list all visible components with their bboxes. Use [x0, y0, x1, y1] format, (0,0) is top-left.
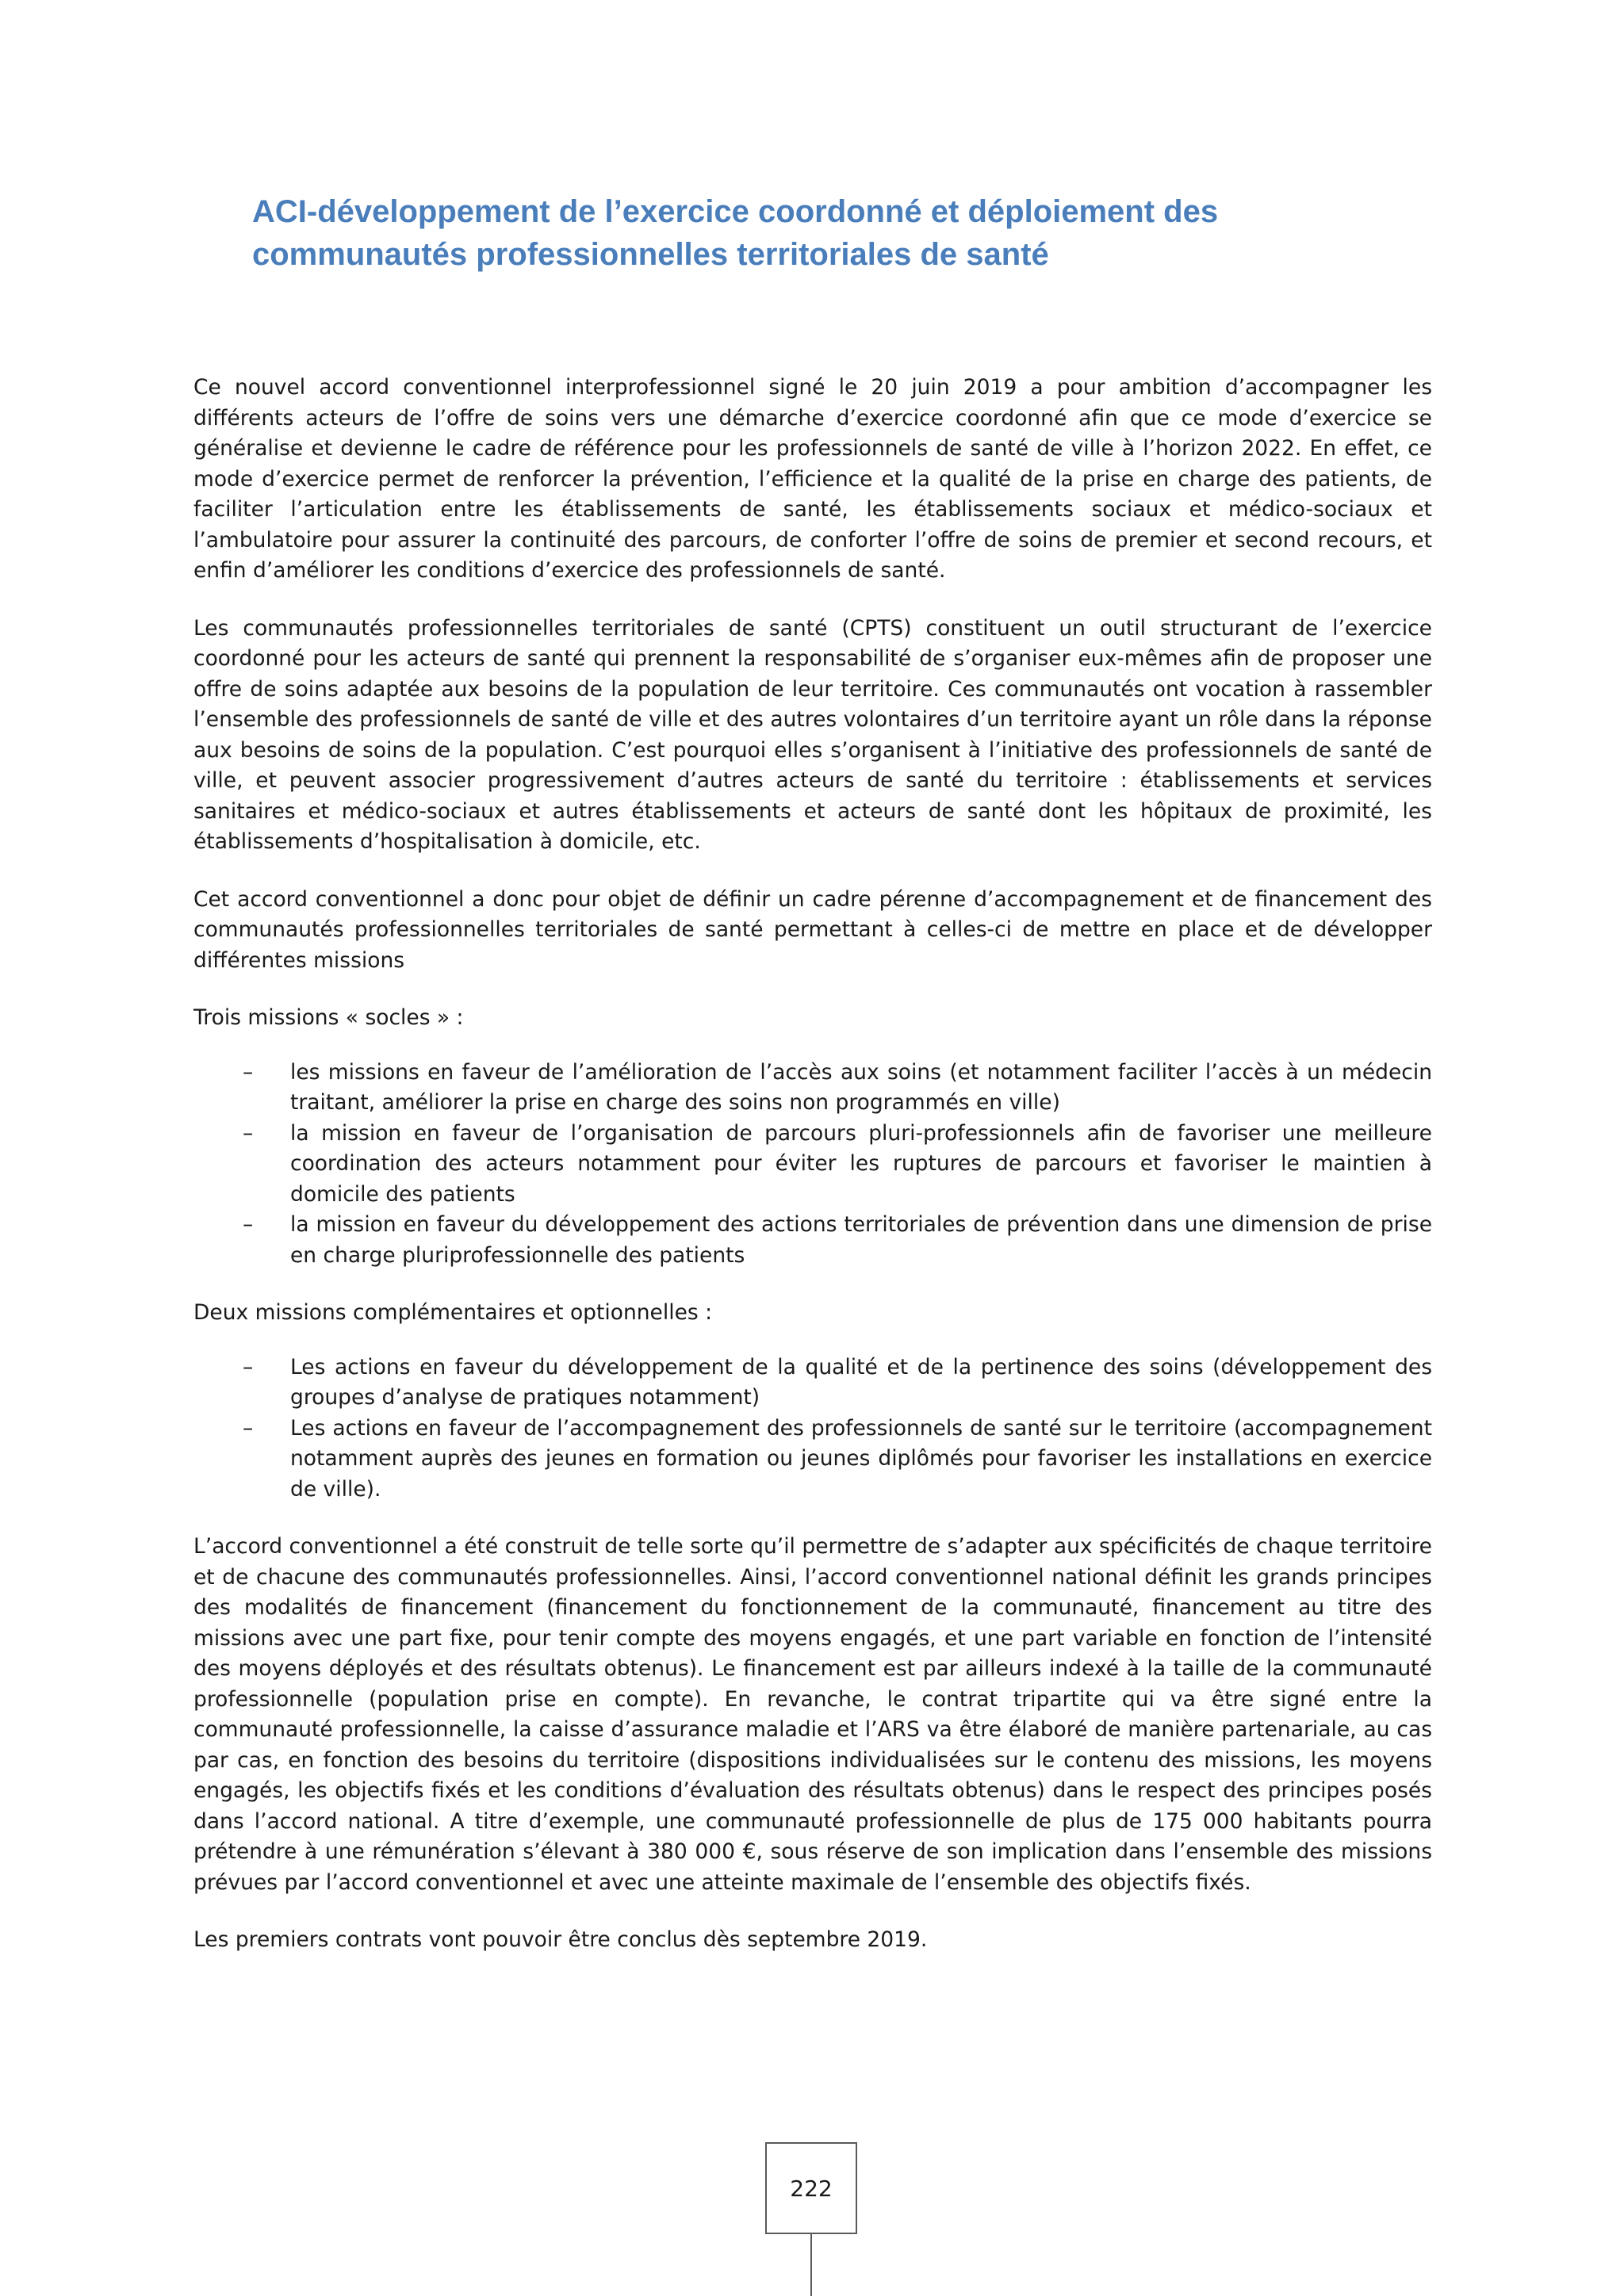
- list-item-text: Les actions en faveur du développement de la qualité et de la pertinence des soins (développement des groupes d’analyse de pratiques notamment): [290, 1354, 1432, 1410]
- paragraph-cpts: Les communautés professionnelles territoriales de santé (CPTS) constituent un outil structurant de l’exercice coordonné pour les acteurs de santé qui prennent la responsabilité de s’organiser eux-mêmes afin de proposer une offre de soins adaptée aux besoins de la population de leur territoire. Ces communautés ont vocation à rassembler l’ensemble des professionnels de santé de ville et des autres volontaires d’un territoire ayant un rôle dans la réponse aux besoins de soins de la population. C’est pourquoi elles s’organisent à l’initiative des professionnels de santé de ville, et peuvent associer progressivement d’autres acteurs de santé du territoire : établissements et services sanitaires et médico-sociaux et autres établissements et acteurs de santé dont les hôpitaux de proximité, les établissements d’hospitalisation à domicile, etc.: [193, 615, 1432, 854]
- optional-missions-list: [193, 1353, 1432, 1506]
- list-dash: –: [243, 1120, 254, 1146]
- body-text: [193, 373, 1432, 1983]
- page-number-box: [765, 2142, 857, 2234]
- section-title-line-1: ACI-développement de l’exercice coordonné et déploiement des: [252, 194, 1219, 229]
- list-item: [193, 1058, 1432, 1119]
- list-item-text: Les actions en faveur de l’accompagnement des professionnels de santé sur le territoire (accompagnement notamment auprès des jeunes en formation ou jeunes diplômés pour favoriser les installations en exercice de ville).: [290, 1415, 1432, 1502]
- paragraph-objective: Cet accord conventionnel a donc pour objet de définir un cadre pérenne d’accompagnement et de financement des communautés professionnelles territoriales de santé permettant à celles-ci de mettre en place et de développer différentes missions: [193, 886, 1432, 973]
- section-title-line-2: communautés professionnelles territoriales de santé: [252, 237, 1049, 272]
- list-item-text: la mission en faveur du développement des actions territoriales de prévention dans une dimension de prise en charge pluriprofessionnelle des patients: [290, 1212, 1432, 1268]
- list-item: [193, 1353, 1432, 1414]
- socle-missions-heading: Trois missions « socles » :: [193, 1005, 464, 1030]
- list-item-text: les missions en faveur de l’amélioration de l’accès aux soins (et notamment faciliter l’accès à un médecin traitant, améliorer la prise en charge des soins non programmés en ville): [290, 1059, 1432, 1115]
- socle-missions-list: [193, 1058, 1432, 1272]
- list-dash: –: [243, 1354, 254, 1380]
- list-dash: –: [243, 1059, 254, 1085]
- paragraph-financing: L’accord conventionnel a été construit de telle sorte qu’il permettre de s’adapter aux spécificités de chaque territoire et de chacune des communautés professionnelles. Ainsi, l’accord conventionnel national définit les grands principes des modalités de financement (financement du fonctionnement de la communauté, financement au titre des missions avec une part fixe, pour tenir compte des moyens engagés, et une part variable en fonction de l’intensité des moyens déployés et des résultats obtenus). Le financement est par ailleurs indexé à la taille de la communauté professionnelle (population prise en compte). En revanche, le contrat tripartite qui va être signé entre la communauté professionnelle, la caisse d’assurance maladie et l’ARS va être élaboré de manière partenariale, au cas par cas, en fonction des besoins du territoire (dispositions individualisées sur le contenu des missions, les moyens engagés, les objectifs fixés et les conditions d’évaluation des résultats obtenus) dans le respect des principes posés dans l’accord national. A titre d’exemple, une communauté professionnelle de plus de 175 000 habitants pourra prétendre à une rémunération s’élevant à 380 000 €, sous réserve de son implication dans l’ensemble des missions prévues par l’accord conventionnel et avec une atteinte maximale de l’ensemble des objectifs fixés.: [193, 1534, 1432, 1895]
- list-item-text: la mission en faveur de l’organisation de parcours pluri-professionnels afin de favoriser une meilleure coordination des acteurs notamment pour éviter les ruptures de parcours et favoriser le maintien à domicile des patients: [290, 1120, 1432, 1207]
- page-number-connector-line: [810, 2234, 812, 2296]
- list-item: [193, 1414, 1432, 1506]
- list-dash: –: [243, 1212, 254, 1237]
- paragraph-final: Les premiers contrats vont pouvoir être conclus dès septembre 2019.: [193, 1927, 928, 1952]
- list-dash: –: [243, 1415, 254, 1441]
- list-item: [193, 1119, 1432, 1211]
- page-number: 222: [790, 2175, 833, 2202]
- optional-missions-heading: Deux missions complémentaires et optionnelles :: [193, 1300, 713, 1325]
- list-item: [193, 1210, 1432, 1271]
- paragraph-intro: Ce nouvel accord conventionnel interprofessionnel signé le 20 juin 2019 a pour ambition d’accompagner les différents acteurs de l’offre de soins vers une démarche d’exercice coordonné afin que ce mode d’exercice se généralise et devienne le cadre de référence pour les professionnels de santé de ville à l’horizon 2022. En effet, ce mode d’exercice permet de renforcer la prévention, l’efficience et la qualité de la prise en charge des patients, de faciliter l’articulation entre les établissements de santé, les établissements sociaux et médico-sociaux et l’ambulatoire pour assurer la continuité des parcours, de conforter l’offre de soins de premier et second recours, et enfin d’améliorer les conditions d’exercice des professionnels de santé.: [193, 375, 1432, 583]
- section-title: [252, 190, 1378, 276]
